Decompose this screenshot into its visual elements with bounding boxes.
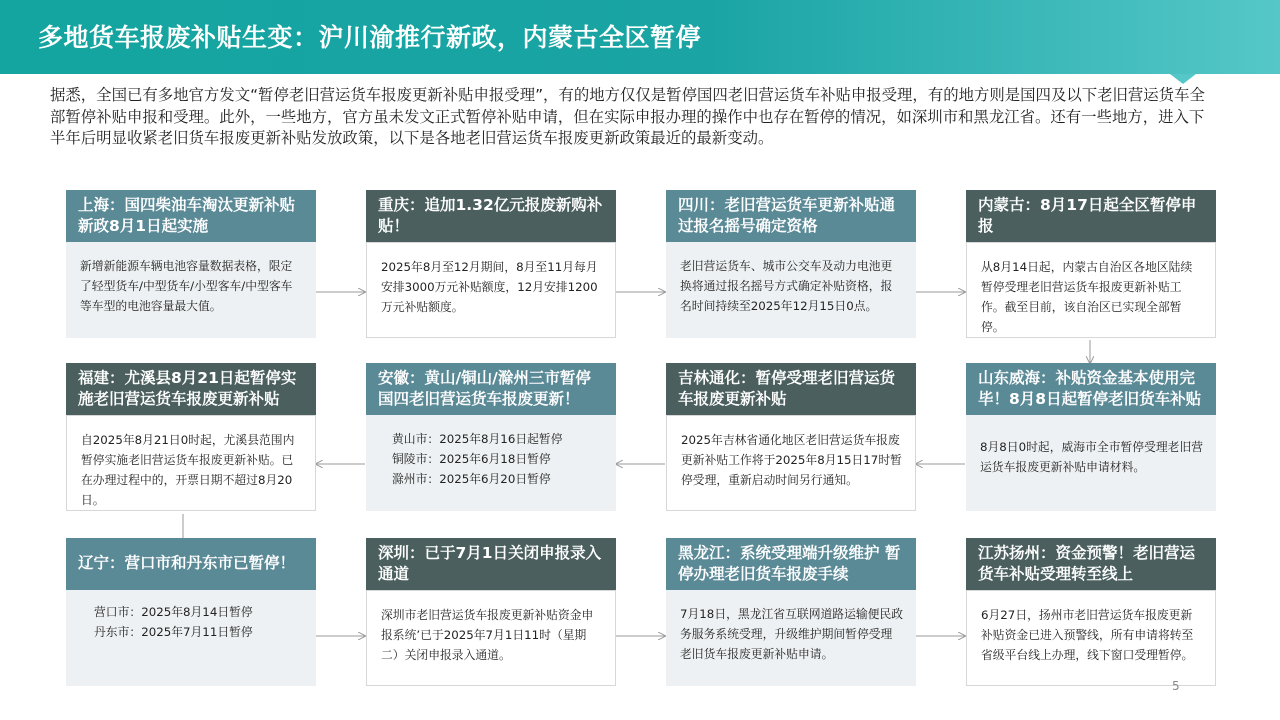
list-item: 黄山市：2025年8月16日起暂停 (392, 432, 563, 446)
card-body (366, 415, 616, 511)
card-title: 山东威海：补贴资金基本使用完毕！8月8日起暂停老旧货车补贴 (966, 363, 1216, 415)
card-body: 2025年8月至12月期间，8月至11月每月安排3000万元补贴额度，12月安排1200万元补贴额度。 (366, 242, 616, 338)
card-title: 重庆：追加1.32亿元报废新购补贴！ (366, 190, 616, 242)
card-body: 2025年吉林省通化地区老旧营运货车报废更新补贴工作将于2025年8月15日17时暂停受理，重新启动时间另行通知。 (666, 415, 916, 511)
card-body: 自2025年8月21日0时起，尤溪县范围内暂停实施老旧营运货车报废更新补贴。已在办理过程中的，开票日期不超过8月20日。 (66, 415, 316, 511)
card-title: 黑龙江：系统受理端升级维护 暂停办理老旧货车报废手续 (666, 538, 916, 590)
card-title: 福建：尤溪县8月21日起暂停实施老旧营运货车报废更新补贴 (66, 363, 316, 415)
card-body: 深圳市老旧营运货车报废更新补贴资金申报系统’已于2025年7月1日11时（星期二）关闭申报录入通道。 (366, 590, 616, 686)
card-body: 7月18日，黑龙江省互联网道路运输便民政务服务系统受理，升级维护期间暂停受理老旧货车报废更新补贴申请。 (666, 590, 916, 686)
list-item: 滁州市：2025年6月20日暂停 (392, 472, 551, 486)
card-body: 6月27日，扬州市老旧营运货车报废更新补贴资金已进入预警线，所有申请将转至省级平台线上办理，线下窗口受理暂停。 (966, 590, 1216, 686)
card-title: 深圳：已于7月1日关闭申报录入通道 (366, 538, 616, 590)
intro-paragraph: 据悉，全国已有多地官方发文“暂停老旧营运货车报废更新补贴申报受理”，有的地方仅仅是暂停国四老旧营运货车补贴申报受理，有的地方则是国四及以下老旧营运货车全部暂停补贴申报和受理。此外，一些地方，官方虽未发文正式暂停补贴申请，但在实际申报办理的操作中也存在暂停的情况，如深圳市和黑龙江省。还有一些地方，进入下半年后明显收紧老旧货车报废更新补贴发放政策，以下是各地老旧营运货车报废更新政策最近的最新变动。 (50, 86, 1205, 148)
card-title: 四川：老旧营运货车更新补贴通过报名摇号确定资格 (666, 190, 916, 242)
page-number: 5 (1172, 679, 1180, 693)
list-item: 丹东市：2025年7月11日暂停 (94, 625, 253, 639)
card-body: 8月8日0时起，威海市全市暂停受理老旧营运货车报废更新补贴申请材料。 (966, 415, 1216, 511)
card-body: 新增新能源车辆电池容量数据表格，限定了轻型货车/中型货车/小型客车/中型客车等车型的电池容量最大值。 (66, 242, 316, 338)
card-title: 安徽：黄山/铜山/滁州三市暂停国四老旧营运货车报废更新！ (366, 363, 616, 415)
card-body (66, 590, 316, 686)
list-item: 营口市：2025年8月14日暂停 (94, 605, 253, 619)
card-title: 内蒙古：8月17日起全区暂停申报 (966, 190, 1216, 242)
card-title: 上海：国四柴油车淘汰更新补贴新政8月1日起实施 (66, 190, 316, 242)
card-title: 吉林通化：暂停受理老旧营运货车报废更新补贴 (666, 363, 916, 415)
card-title: 江苏扬州：资金预警！老旧营运货车补贴受理转至线上 (966, 538, 1216, 590)
card-body: 从8月14日起，内蒙古自治区各地区陆续暂停受理老旧营运货车报废更新补贴工作。截至目前，该自治区已实现全部暂停。 (966, 242, 1216, 338)
list-item: 铜陵市：2025年6月18日暂停 (392, 452, 551, 466)
slide-title: 多地货车报废补贴生变：沪川渝推行新政，内蒙古全区暂停 (38, 23, 702, 52)
card-title: 辽宁：营口市和丹东市已暂停！ (66, 538, 316, 590)
card-body: 老旧营运货车、城市公交车及动力电池更换将通过报名摇号方式确定补贴资格，报名时间持续至2025年12月15日0点。 (666, 242, 916, 338)
